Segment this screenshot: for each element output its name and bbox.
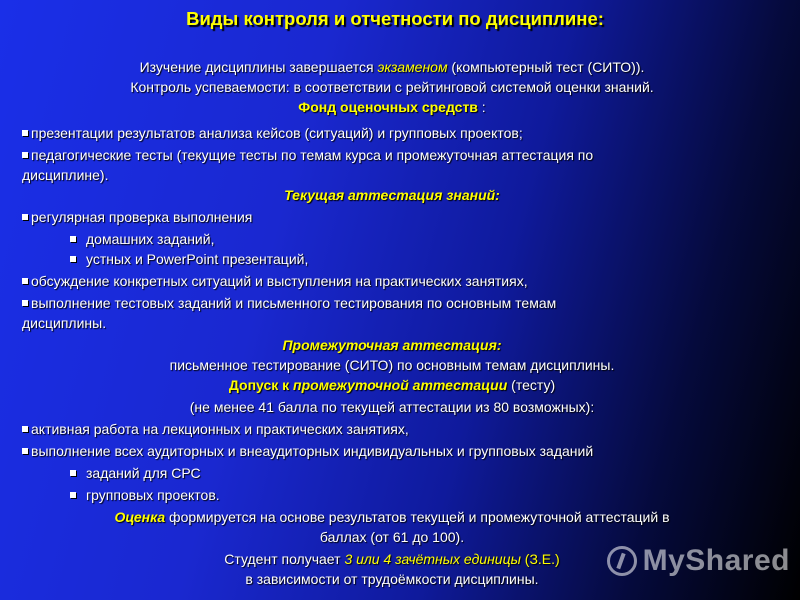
line-control: Контроль успеваемости: в соответствии с рейтинговой системой оценки знаний. (130, 79, 654, 95)
bullet-item (22, 294, 762, 312)
bullet-square-icon (70, 470, 76, 476)
text-segment: формируется на основе результатов текущей и промежуточной аттестаций в (165, 509, 670, 525)
bullet-continuation: дисциплине). (22, 167, 109, 183)
bullet-text: регулярная проверка выполнения (31, 209, 253, 225)
credits-unit: (З.Е.) (520, 551, 560, 567)
bullet-square-icon (22, 426, 28, 432)
credits-highlight: 3 или 4 зачётных единицы (344, 551, 521, 567)
bullet-continuation: дисциплины. (22, 315, 107, 331)
text-segment: (компьютерный тест (СИТО)). (447, 59, 645, 75)
fund-heading: Фонд оценочных средств (298, 99, 478, 115)
bullet-text: заданий для СРС (86, 465, 201, 481)
bullet-square-icon (70, 256, 76, 262)
exam-highlight: экзаменом (377, 59, 448, 75)
bullet-text: групповых проектов. (86, 487, 220, 503)
line-workload: в зависимости от трудоёмкости дисциплины. (245, 571, 539, 587)
bullet-square-icon (70, 492, 76, 498)
watermark (607, 544, 790, 578)
myshared-logo-icon (607, 546, 637, 576)
line-written-test: письменное тестирование (СИТО) по основным темам дисциплины. (169, 357, 615, 373)
text-segment: Изучение дисциплины завершается (139, 59, 378, 75)
bullet-text: обсуждение конкретных ситуаций и выступления на практических занятиях, (31, 273, 528, 289)
bullet-item (22, 208, 762, 226)
line-grade (22, 508, 762, 526)
line-exam (22, 58, 762, 76)
line-fund (22, 98, 762, 116)
heading-text: Текущая аттестация знаний: (284, 187, 500, 203)
bullet-text: домашних заданий, (86, 231, 215, 247)
bullet-square-icon (22, 278, 28, 284)
bullet-text: выполнение всех аудиторных и внеаудиторных индивидуальных и групповых заданий (31, 443, 594, 459)
bullet-square-icon (22, 130, 28, 136)
bullet-text: педагогические тесты (текущие тесты по темам курса и промежуточная аттестация по (31, 147, 594, 163)
admission-heading: Допуск к (228, 377, 294, 393)
bullet-square-icon (70, 236, 76, 242)
bullet-square-icon (22, 448, 28, 454)
bullet-text: презентации результатов анализа кейсов (ситуаций) и групповых проектов; (31, 125, 523, 141)
admission-heading-italic: промежуточной аттестации (293, 377, 508, 393)
sub-bullet-item (70, 464, 800, 482)
bullet-square-icon (22, 214, 28, 220)
line-grade-range: баллах (от 61 до 100). (319, 529, 465, 545)
current-assessment-heading (22, 186, 762, 204)
bullet-item (22, 272, 762, 290)
bullet-item (22, 442, 762, 460)
bullet-text: выполнение тестовых заданий и письменного тестирования по основным темам (31, 295, 557, 311)
text-segment: (тесту) (507, 377, 556, 393)
bullet-item (22, 420, 762, 438)
sub-bullet-item (70, 486, 800, 504)
text-segment: : (477, 99, 486, 115)
line-admission (22, 376, 762, 394)
sub-bullet-item (70, 230, 800, 248)
bullet-square-icon (22, 300, 28, 306)
bullet-text: активная работа на лекционных и практических занятиях, (31, 421, 409, 437)
sub-bullet-item (70, 250, 800, 268)
bullet-item (22, 124, 762, 142)
grade-heading: Оценка (114, 509, 166, 525)
watermark-text: MyShared (642, 544, 790, 577)
line-min-score: (не менее 41 балла по текущей аттестации из 80 возможных): (189, 399, 595, 415)
heading-text: Промежуточная аттестация: (282, 337, 502, 353)
intermediate-assessment-heading (22, 336, 762, 354)
bullet-item (22, 146, 762, 164)
bullet-text: устных и PowerPoint презентаций, (86, 251, 309, 267)
bullet-square-icon (22, 152, 28, 158)
text-segment: Студент получает (224, 551, 345, 567)
slide-title: Виды контроля и отчетности по дисциплине: (186, 8, 604, 29)
